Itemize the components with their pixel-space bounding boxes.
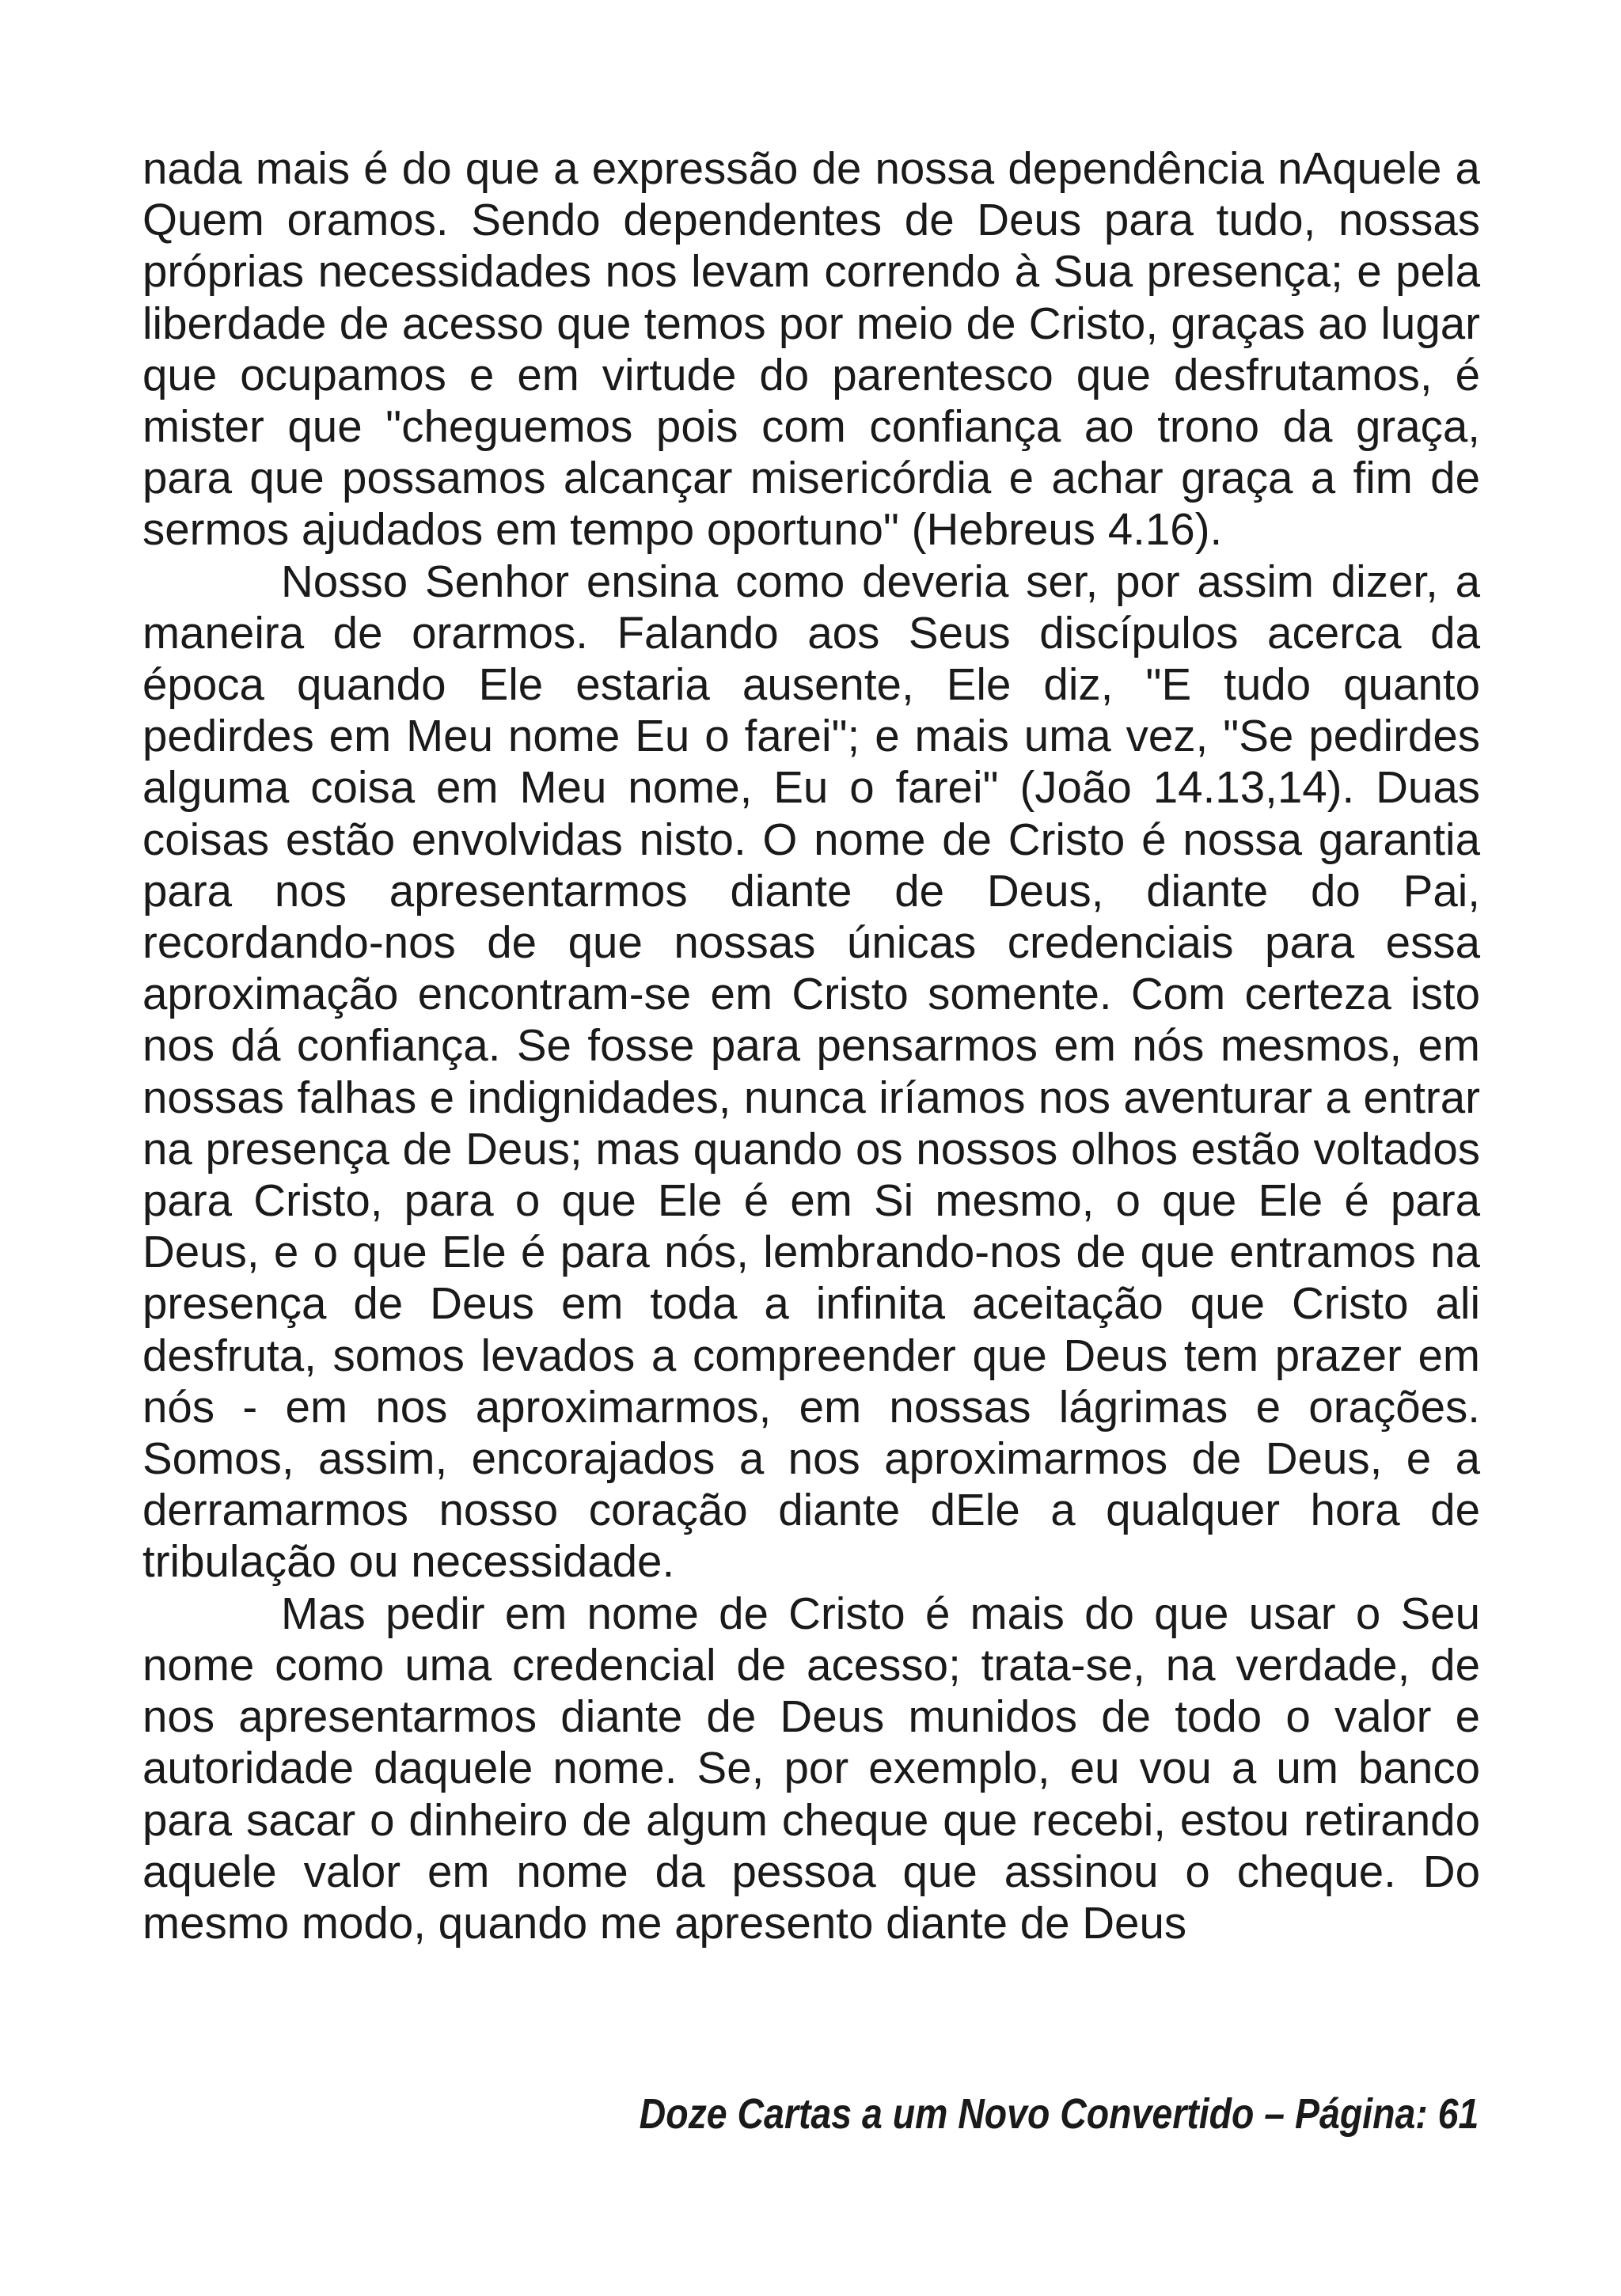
body-text (142, 142, 1480, 1949)
paragraph-2: Nosso Senhor ensina como deveria ser, por assim dizer, a maneira de orarmos. Falando aos Seus discípulos acerca da época quando Ele estaria ausente, Ele diz, "E tudo quanto pedirdes em Meu nome Eu o farei"; e mais uma vez, "Se pedirdes alguma coisa em Meu nome, Eu o farei" (João 14.13,14). Duas coisas estão envolvidas nisto. O nome de Cristo é nossa garantia para nos apresentarmos diante de Deus, diante do Pai, recordando-nos de que nossas únicas credenciais para essa aproximação encontram-se em Cristo somente. Com certeza isto nos dá confiança. Se fosse para pensarmos em nós mesmos, em nossas falhas e indignidades, nunca iríamos nos aventurar a entrar na presença de Deus; mas quando os nossos olhos estão voltados para Cristo, para o que Ele é em Si mesmo, o que Ele é para Deus, e o que Ele é para nós, lembrando-nos de que entramos na presença de Deus em toda a infinita aceitação que Cristo ali desfruta, somos levados a compreender que Deus tem prazer em nós - em nos aproximarmos, em nossas lágrimas e orações. Somos, assim, encorajados a nos aproximarmos de Deus, e a derramarmos nosso coração diante dEle a qualquer hora de tribulação ou necessidade. (142, 556, 1480, 1587)
paragraph-1: nada mais é do que a expressão de nossa dependência nAquele a Quem oramos. Sendo dependentes de Deus para tudo, nossas próprias necessidades nos levam correndo à Sua presença; e pela liberdade de acesso que temos por meio de Cristo, graças ao lugar que ocupamos e em virtude do parentesco que desfrutamos, é mister que "cheguemos pois com confiança ao trono da graça, para que possamos alcançar misericórdia e achar graça a fim de sermos ajudados em tempo oportuno" (Hebreus 4.16). (142, 143, 1480, 555)
paragraph-3: Mas pedir em nome de Cristo é mais do que usar o Seu nome como uma credencial de acesso; trata-se, na verdade, de nos apresentarmos diante de Deus munidos de todo o valor e autoridade daquele nome. Se, por exemplo, eu vou a um banco para sacar o dinheiro de algum cheque que recebi, estou retirando aquele valor em nome da pessoa que assinou o cheque. Do mesmo modo, quando me apresento diante de Deus (142, 1588, 1480, 1948)
page-footer: Doze Cartas a um Novo Convertido – Página: 61 (639, 2090, 1479, 2138)
